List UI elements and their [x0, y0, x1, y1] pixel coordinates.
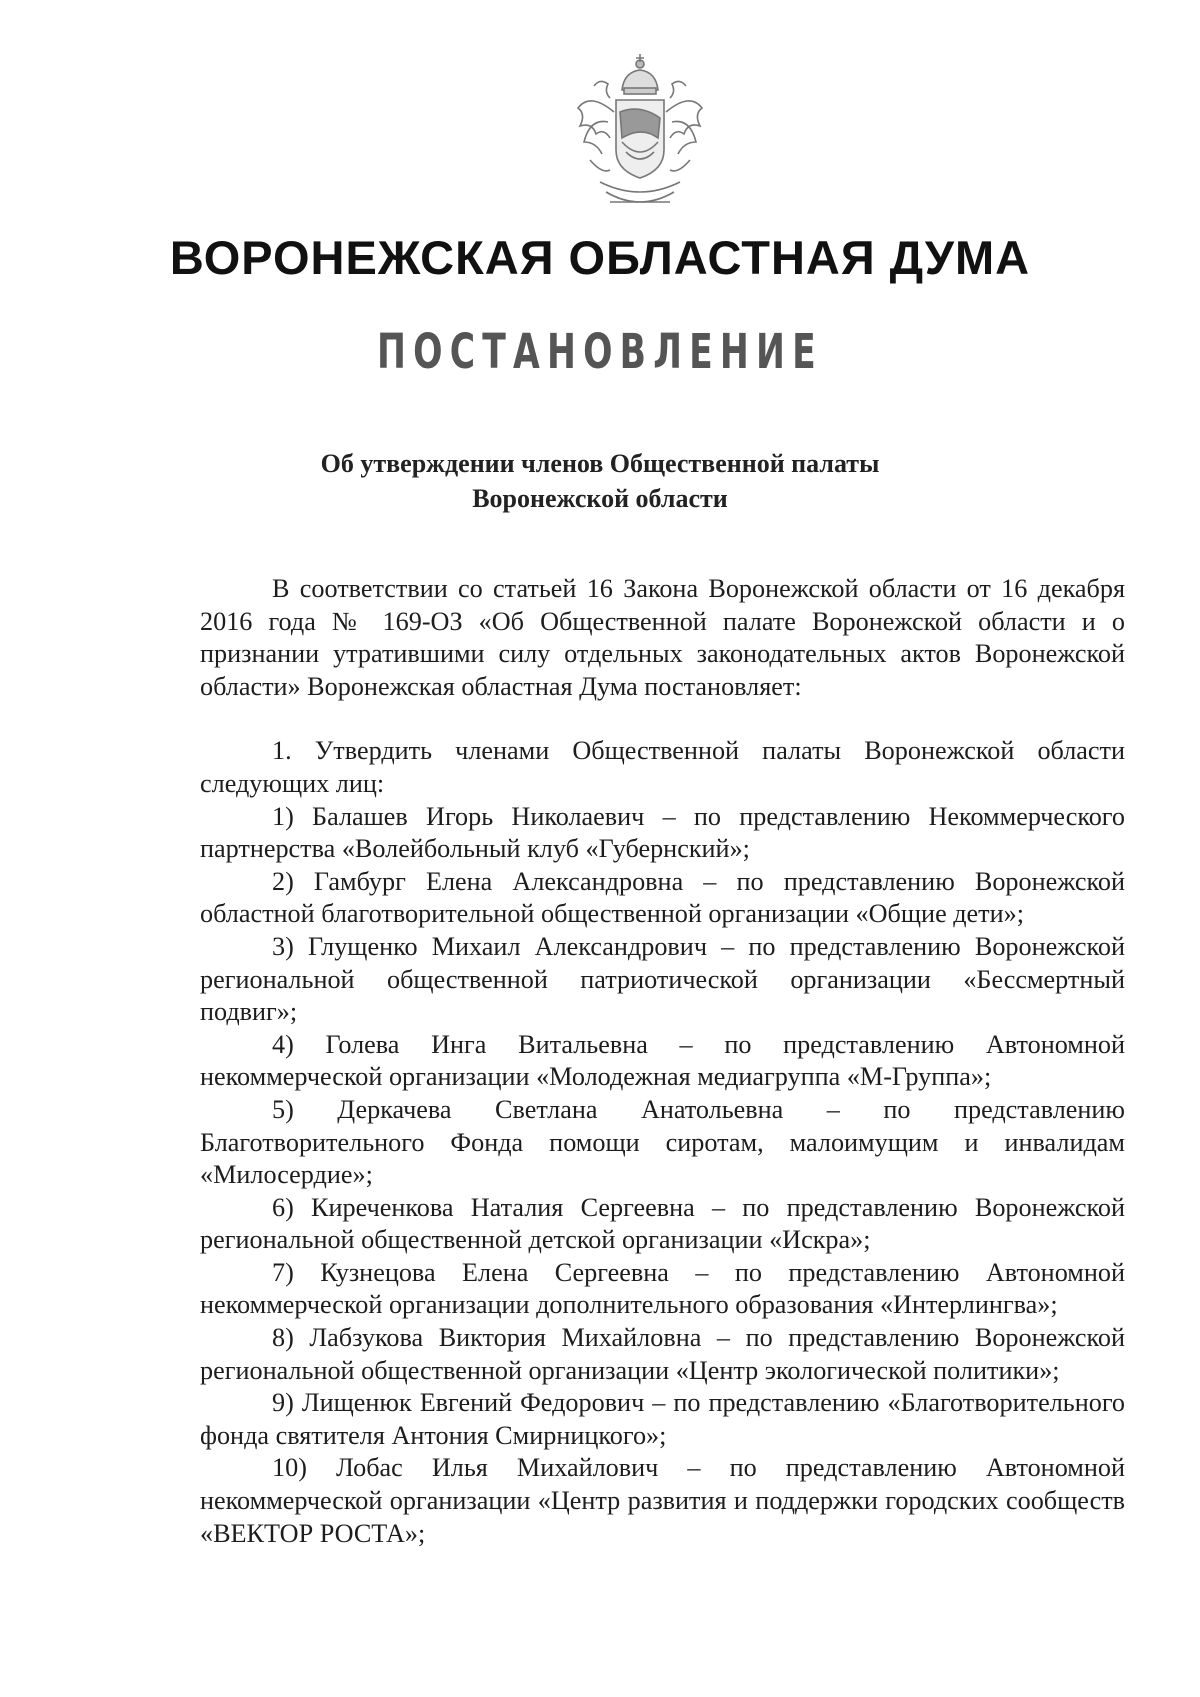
member-item: 10) Лобас Илья Михайлович – по представлению Автономной некоммерческой организации «Центр развития и поддержки городских сообществ «ВЕКТОР РОСТА»;	[200, 1453, 1125, 1548]
coat-of-arms-icon	[550, 42, 730, 222]
member-item: 6) Киреченкова Наталия Сергеевна – по представлению Воронежской региональной общественной детской организации «Искра»;	[200, 1192, 1125, 1255]
org-name: ВОРОНЕЖСКАЯ ОБЛАСТНАЯ ДУМА	[169, 231, 1031, 284]
member-item: 2) Гамбург Елена Александровна – по представлению Воронежской областной благотворительной общественной организации «Общие дети»;	[200, 866, 1125, 929]
member-item: 9) Лищенюк Евгений Федорович – по представлению «Благотворительного фонда святителя Антония Смирницкого»;	[200, 1388, 1125, 1450]
subject-line-2: Воронежской области	[472, 484, 728, 513]
member-item: 7) Кузнецова Елена Сергеевна – по представлению Автономной некоммерческой организации дополнительного образования «Интерлингва»;	[200, 1257, 1125, 1320]
member-item: 1) Балашев Игорь Николаевич – по представлению Некоммерческого партнерства «Волейбольный клуб «Губернский»;	[200, 801, 1125, 864]
member-item: 4) Голева Инга Витальевна – по представлению Автономной некоммерческой организации «Молодежная медиагруппа «М-Группа»;	[200, 1029, 1125, 1092]
doc-type-title: ПОСТАНОВЛЕНИЕ	[376, 324, 823, 380]
point-1-paragraph: 1. Утвердить членами Общественной палаты Воронежской области следующих лиц:	[200, 736, 1125, 798]
member-item: 3) Глущенко Михаил Александрович – по представлению Воронежской региональной общественной патриотической организации «Бессмертный подвиг»;	[200, 931, 1125, 1027]
subject-line-1: Об утверждении членов Общественной палаты	[320, 449, 880, 478]
member-item: 8) Лабзукова Виктория Михайловна – по представлению Воронежской региональной общественной организации «Центр экологической политики»;	[200, 1323, 1125, 1385]
document-subject	[0, 446, 1200, 516]
preamble-paragraph: В соответствии со статьей 16 Закона Воронежской области от 16 декабря 2016 года № 169-ОЗ «Об Общественной палате Воронежской области и о признании утратившими силу отдельных законодательных актов Воронежской области» Воронежская областная Дума постановляет:	[200, 574, 1125, 701]
member-item: 5) Деркачева Светлана Анатольевна – по представлению Благотворительного Фонда помощи сиротам, малоимущим и инвалидам «Милосердие»;	[200, 1094, 1125, 1190]
document-body	[200, 573, 1125, 1550]
